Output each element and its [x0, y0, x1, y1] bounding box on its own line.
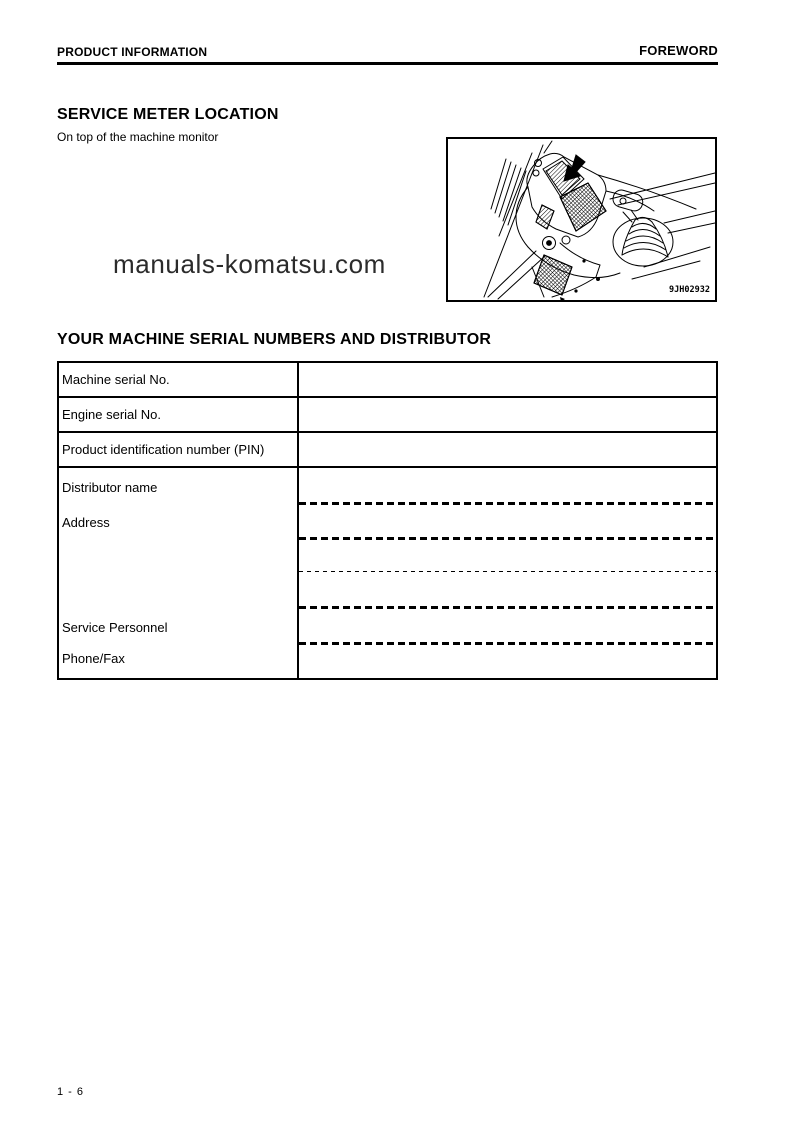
dashed-writing-line-thin: [299, 571, 716, 572]
header-rule: [57, 62, 718, 65]
serial-numbers-table: [57, 361, 718, 680]
distributor-row: [59, 468, 716, 678]
dashed-writing-line: [299, 606, 716, 609]
page-number: 1 - 6: [57, 1086, 85, 1098]
figure-code: 9JH02932: [669, 285, 710, 295]
serial-section-heading: YOUR MACHINE SERIAL NUMBERS AND DISTRIBUTOR: [57, 331, 492, 348]
dashed-writing-line: [299, 642, 716, 645]
service-personnel-label: Service Personnel: [62, 620, 168, 635]
header-right-title: FOREWORD: [639, 43, 718, 58]
console-lower-details: [532, 236, 600, 300]
machine-serial-value: [299, 363, 716, 396]
engine-serial-value: [299, 398, 716, 431]
figure-box: [446, 137, 717, 302]
table-row: [59, 398, 716, 433]
service-meter-heading: SERVICE METER LOCATION: [57, 106, 279, 123]
engine-serial-label: Engine serial No.: [59, 398, 299, 431]
dashed-writing-line: [299, 537, 716, 540]
phone-fax-label: Phone/Fax: [62, 651, 125, 666]
machine-serial-label: Machine serial No.: [59, 363, 299, 396]
distributor-values: [299, 468, 716, 678]
machine-monitor-illustration: [448, 139, 715, 300]
pin-value: [299, 433, 716, 466]
service-meter-subtext: On top of the machine monitor: [57, 130, 219, 144]
distributor-name-label: Distributor name: [62, 480, 158, 495]
monitor-unit: [527, 153, 606, 237]
distributor-labels: [59, 468, 299, 678]
console-outlines: [488, 173, 715, 299]
address-label: Address: [62, 515, 110, 530]
table-row: [59, 433, 716, 468]
header-left-title: PRODUCT INFORMATION: [57, 45, 208, 59]
joystick: [611, 188, 673, 266]
watermark-text: manuals-komatsu.com: [113, 249, 386, 279]
dashed-writing-line: [299, 502, 716, 505]
pin-label: Product identification number (PIN): [59, 433, 299, 466]
table-row: [59, 363, 716, 398]
